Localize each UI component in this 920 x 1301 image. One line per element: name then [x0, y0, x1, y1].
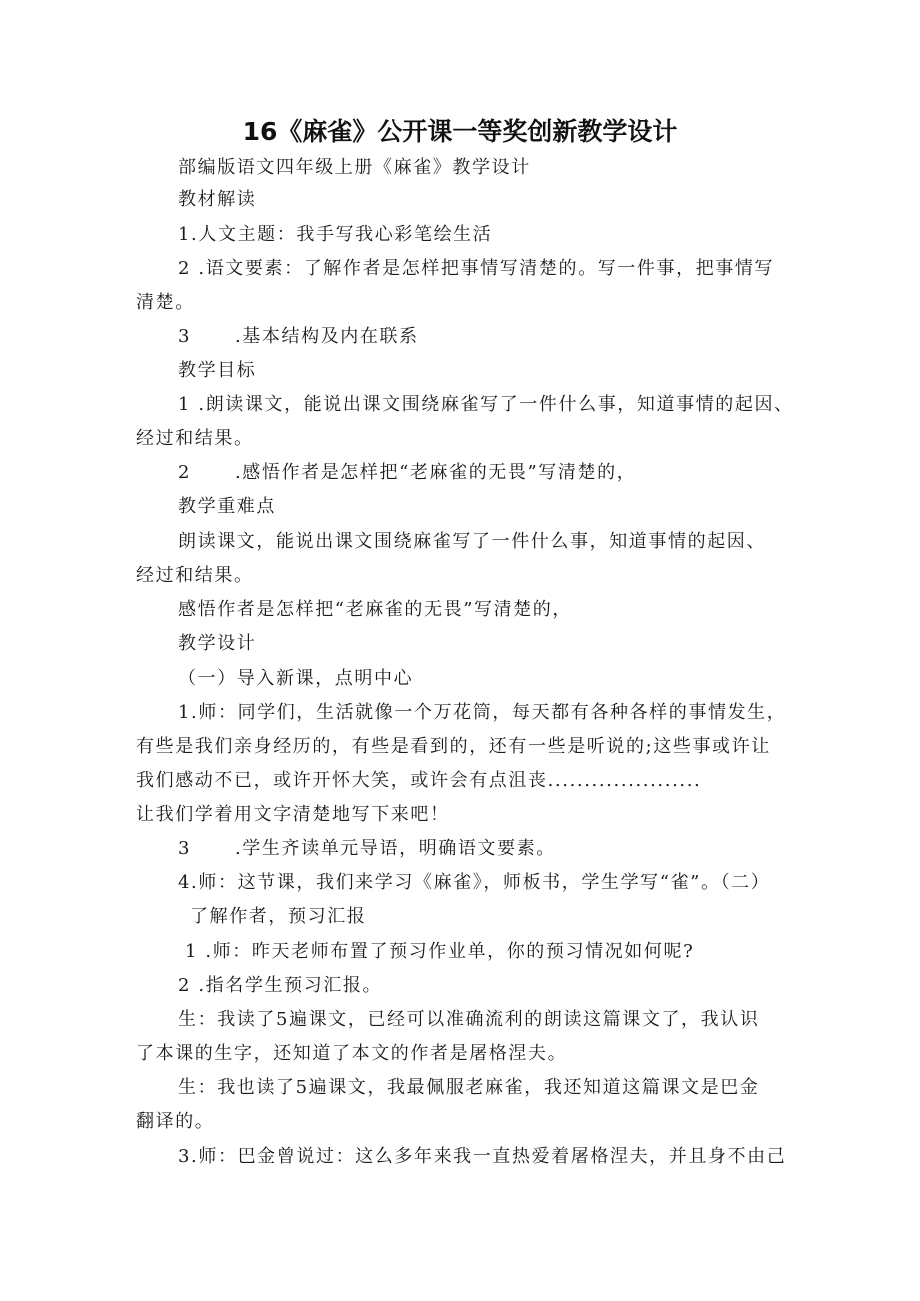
- paragraph-line: 感悟作者是怎样把“老麻雀的无畏”写清楚的，: [178, 599, 573, 620]
- paragraph-line: 教学重难点: [178, 496, 276, 517]
- paragraph-line: 生：我读了5遍课文，已经可以准确流利的朗读这篇课文了，我认识: [178, 1009, 760, 1030]
- paragraph-line: 了解作者，预习汇报: [190, 906, 367, 927]
- paragraph-line: 经过和结果。: [136, 428, 254, 449]
- paragraph-line: 清楚。: [136, 292, 195, 313]
- paragraph-line: 了本课的生字，还知道了本文的作者是屠格涅夫。: [136, 1043, 568, 1064]
- paragraph-line: 2 .指名学生预习汇报。: [178, 975, 383, 996]
- paragraph-line: 部编版语文四年级上册《麻雀》教学设计: [178, 157, 531, 178]
- paragraph-line: 教学设计: [178, 633, 257, 654]
- paragraph-line: 1.师：同学们，生活就像一个万花筒，每天都有各种各样的事情发生，: [178, 702, 787, 723]
- paragraph-line: 生：我也读了5遍课文，我最佩服老麻雀，我还知道这篇课文是巴金: [178, 1077, 760, 1098]
- paragraph-line: 3 .基本结构及内在联系: [178, 326, 419, 347]
- paragraph-line: 2 .语文要素：了解作者是怎样把事情写清楚的。写一件事，把事情写: [178, 258, 775, 279]
- document-title: 16《麻雀》公开课一等奖创新教学设计: [242, 117, 678, 146]
- paragraph-line: 3.师：巴金曾说过：这么多年来我一直热爱着屠格涅夫，并且身不由己: [178, 1146, 787, 1167]
- paragraph-line: 1 .师：昨天老师布置了预习作业单，你的预习情况如何呢?: [185, 941, 695, 962]
- paragraph-line: 3 .学生齐读单元导语，明确语文要素。: [178, 838, 556, 859]
- paragraph-line: 4.师：这节课，我们来学习《麻雀》，师板书，学生学写“雀”。（二）: [178, 872, 771, 893]
- paragraph-line: （一）导入新课，点明中心: [178, 668, 414, 689]
- paragraph-line: 经过和结果。: [136, 565, 254, 586]
- paragraph-line: 2 .感悟作者是怎样把“老麻雀的无畏”写清楚的，: [178, 462, 637, 483]
- paragraph-line: 有些是我们亲身经历的，有些是看到的，还有一些是听说的;这些事或许让: [136, 736, 771, 757]
- paragraph-line: 翻译的。: [136, 1111, 215, 1132]
- paragraph-line: 朗读课文，能说出课文围绕麻雀写了一件什么事，知道事情的起因、: [178, 531, 766, 552]
- paragraph-line: 1.人文主题：我手写我心彩笔绘生活: [178, 224, 493, 245]
- paragraph-line: 教学目标: [178, 360, 257, 381]
- paragraph-line: 教材解读: [178, 189, 257, 210]
- paragraph-line: 我们感动不已，或许开怀大笑，或许会有点沮丧.....................: [136, 770, 702, 791]
- paragraph-line: 让我们学着用文字清楚地写下来吧！: [136, 804, 450, 825]
- paragraph-line: 1 .朗读课文，能说出课文围绕麻雀写了一件什么事，知道事情的起因、: [178, 394, 794, 415]
